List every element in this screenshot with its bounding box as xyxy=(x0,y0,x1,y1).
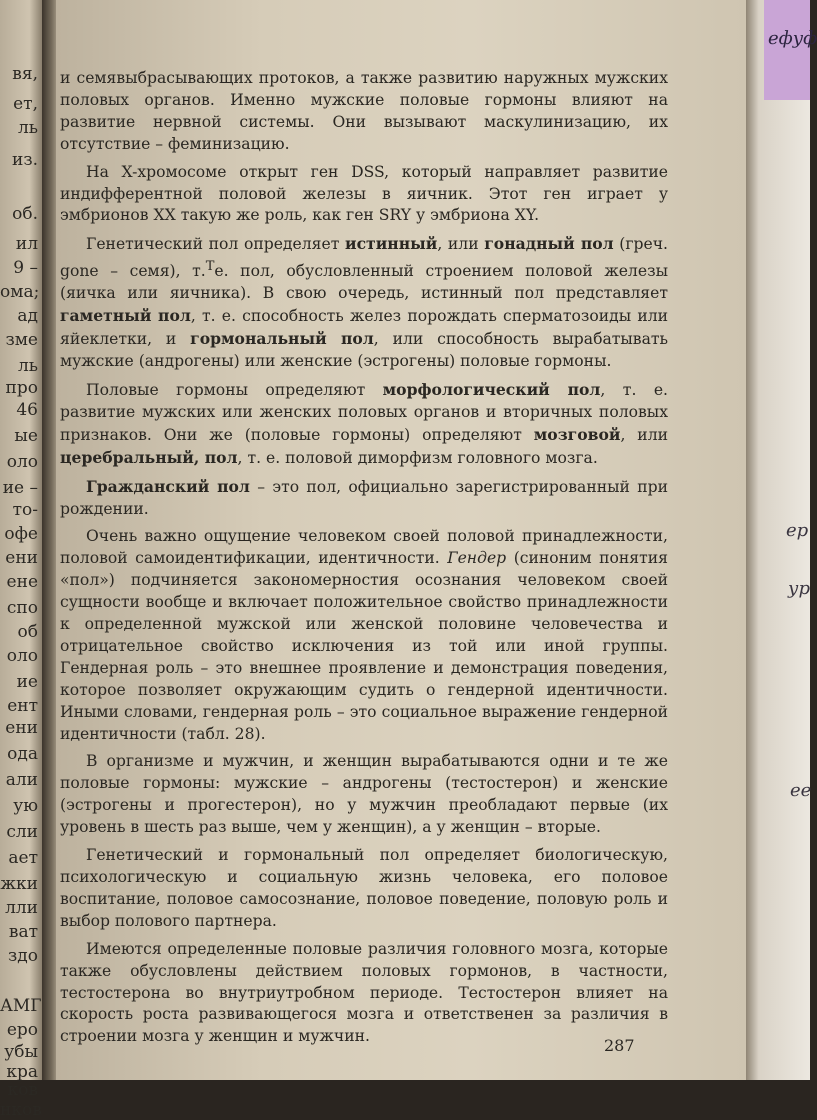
left-page-text-fragment: ени xyxy=(5,718,38,738)
paragraph xyxy=(60,68,668,156)
paragraph xyxy=(60,476,668,521)
left-page-text-fragment: вя, xyxy=(12,64,38,84)
text-run: Половые гормоны определяют xyxy=(86,380,383,399)
left-page-text-fragment: ода xyxy=(7,744,38,764)
left-page-text-fragment: ил xyxy=(15,234,38,254)
left-page-text-fragment: сли xyxy=(6,822,38,842)
left-page-text-fragment: ие – xyxy=(2,478,38,498)
text-run: Генетический и гормональный пол определяет биологическую, психологическую и социальную жизнь человека, его половое воспитание, половое самосознание, половое поведение, половую роль и выбор полового партнера. xyxy=(60,846,668,930)
text-run: Генетический пол определяет xyxy=(86,235,345,254)
bold-term: гаметный пол xyxy=(60,306,191,326)
left-page-text-fragment: кра xyxy=(6,1062,38,1082)
page-number: 287 xyxy=(604,1036,635,1055)
paragraph xyxy=(60,751,668,839)
left-page-text-fragment: ков xyxy=(7,1080,38,1100)
italic-term: Гендер xyxy=(447,549,507,568)
left-page-text-fragment: 46 xyxy=(16,400,38,420)
paragraph xyxy=(60,845,668,933)
paragraph xyxy=(60,162,668,228)
superscript: Т xyxy=(205,259,215,275)
text-run: – это пол, официально зарегистрированный при рождении. xyxy=(60,477,668,518)
bold-term: гонадный пол xyxy=(484,234,614,254)
text-run: , или xyxy=(437,235,485,254)
left-page-text-fragment: нков xyxy=(0,1100,42,1120)
paragraph xyxy=(60,939,668,1049)
text-run: На X-хромосоме открыт ген DSS, который направляет развитие индифферентной половой железы в яичник. Этот ген играет у эмбрионов XX такую же роль, как ген SRY у эмбриона XY. xyxy=(60,162,668,225)
left-page-text-fragment: ие xyxy=(16,672,38,692)
text-run: , т. е. способность желез порождать сперматозоиды или яйеклетки, и xyxy=(60,307,669,349)
text-run: и семявыбрасывающих протоков, а также развитию наружных мужских половых органов. Именно мужские половые гормоны влияют на развитие нервной системы. Они вызывают маскулинизацию, их отсутствие – феминизацию. xyxy=(60,69,668,153)
text-run: (греч. gone – семя), т. xyxy=(60,235,668,281)
bold-term: истинный xyxy=(345,234,438,254)
left-page-edge xyxy=(0,0,42,1120)
left-page-text-fragment: ые xyxy=(14,426,38,446)
left-page-text-fragment: ет, xyxy=(13,94,38,114)
left-page-text-fragment: оло xyxy=(6,646,38,666)
paragraph xyxy=(60,379,668,470)
left-page-text-fragment: лли xyxy=(5,898,38,918)
right-side-papers xyxy=(746,0,817,1080)
left-page-text-fragment: ль xyxy=(17,118,38,138)
bold-term: морфологический пол xyxy=(382,379,601,399)
left-page-text-fragment: АМГ xyxy=(0,996,42,1016)
left-page-text-fragment: 9 – xyxy=(13,258,38,278)
left-page-text-fragment: ую xyxy=(13,796,38,816)
paragraph xyxy=(60,526,668,745)
left-page-text-fragment: об xyxy=(17,622,38,642)
left-page-text-fragment: ени xyxy=(5,548,38,568)
bold-term: Гражданский пол xyxy=(86,476,250,496)
left-page-text-fragment: зме xyxy=(5,330,38,350)
text-run: , или способность вырабатывать мужские (андрогены) или женские (эстрогены) половые гормоны. xyxy=(60,330,668,371)
left-page-text-fragment: ома; xyxy=(0,282,40,302)
paragraph xyxy=(60,233,668,373)
text-run: , т. е. развитие мужских или женских половых органов и вторичных половых признаков. Они же (половые гормоны) определяют xyxy=(60,380,669,444)
text-run: , или xyxy=(620,425,669,444)
left-page-text-fragment: спо xyxy=(6,598,38,618)
left-page-text-fragment: то- xyxy=(12,500,38,520)
left-page-text-fragment: убы xyxy=(4,1042,38,1062)
left-page-text-fragment: ад xyxy=(17,306,38,326)
book-page xyxy=(56,0,746,1080)
left-page-text-fragment: ват xyxy=(8,922,38,942)
left-page-text-fragment: ль xyxy=(17,356,38,376)
left-page-text-fragment: али xyxy=(5,770,38,790)
bold-term: церебральный, пол xyxy=(60,447,238,467)
left-page-text-fragment: жки xyxy=(0,874,38,894)
text-run: Очень важно ощущение человеком своей половой принадлежности, половой самоидентификации, идентичности. xyxy=(60,527,668,568)
margin-handwriting: ур xyxy=(788,578,810,599)
left-page-text-fragment: ает xyxy=(8,848,38,868)
bold-term: мозговой xyxy=(533,424,621,444)
left-page-text-fragment: оло xyxy=(6,452,38,472)
page-body-text xyxy=(60,68,668,1054)
left-page-text-fragment: из. xyxy=(11,150,38,170)
left-page-text-fragment: об. xyxy=(12,204,38,224)
text-run: Имеются определенные половые различия головного мозга, которые также обусловлены действием половых гормонов, в частности, тестостерона во внутриутробном периоде. Тестостерон влияет на скорость роста развивающегося мозга и ответственен за различия в строении мозга у женщин и мужчин. xyxy=(60,939,668,1046)
left-page-text-fragment: ент xyxy=(7,696,38,716)
left-page-text-fragment: ене xyxy=(6,572,38,592)
text-run: , т. е. половой диморфизм головного мозга. xyxy=(237,448,598,467)
sticky-note-handwriting: ефуф xyxy=(768,28,817,49)
bold-term: гормональный пол xyxy=(190,329,374,349)
left-page-text-fragment: про xyxy=(5,378,38,398)
text-run: В организме и мужчин, и женщин вырабатываются одни и те же половые гормоны: мужские – андрогены (тестостерон) и женские (эстрогены и прогестерон), но у мужчин преобладают первые (их уровень в шесть раз выше, чем у женщин), а у женщин – вторые. xyxy=(60,752,668,837)
margin-handwriting: ер xyxy=(786,520,809,541)
left-page-text-fragment: здо xyxy=(8,946,38,966)
sticky-note xyxy=(764,0,817,100)
left-page-text-fragment: офе xyxy=(4,524,38,544)
text-run: (синоним понятия «пол») подчиняется закономерностия осознания человеком своей сущности вообще и включает положительное свойство принадлежности к определенной мужской или женской половине человечества и отрицательное свойство исключения из той или иной группы. Гендерная роль – это внешнее проявление и демонстрация поведения, которое позволяет окружающим судить о гендерной идентичности. Иными словами, гендерная роль – это социальное выражение гендерной идентичности (табл. 28). xyxy=(60,549,668,743)
text-run: е. пол, обусловленный строением половой железы (яичка или яичника). В свою очередь, истинный пол представляет xyxy=(60,262,668,303)
margin-handwriting: ее xyxy=(790,780,812,801)
left-page-text-fragment: еро xyxy=(6,1020,38,1040)
